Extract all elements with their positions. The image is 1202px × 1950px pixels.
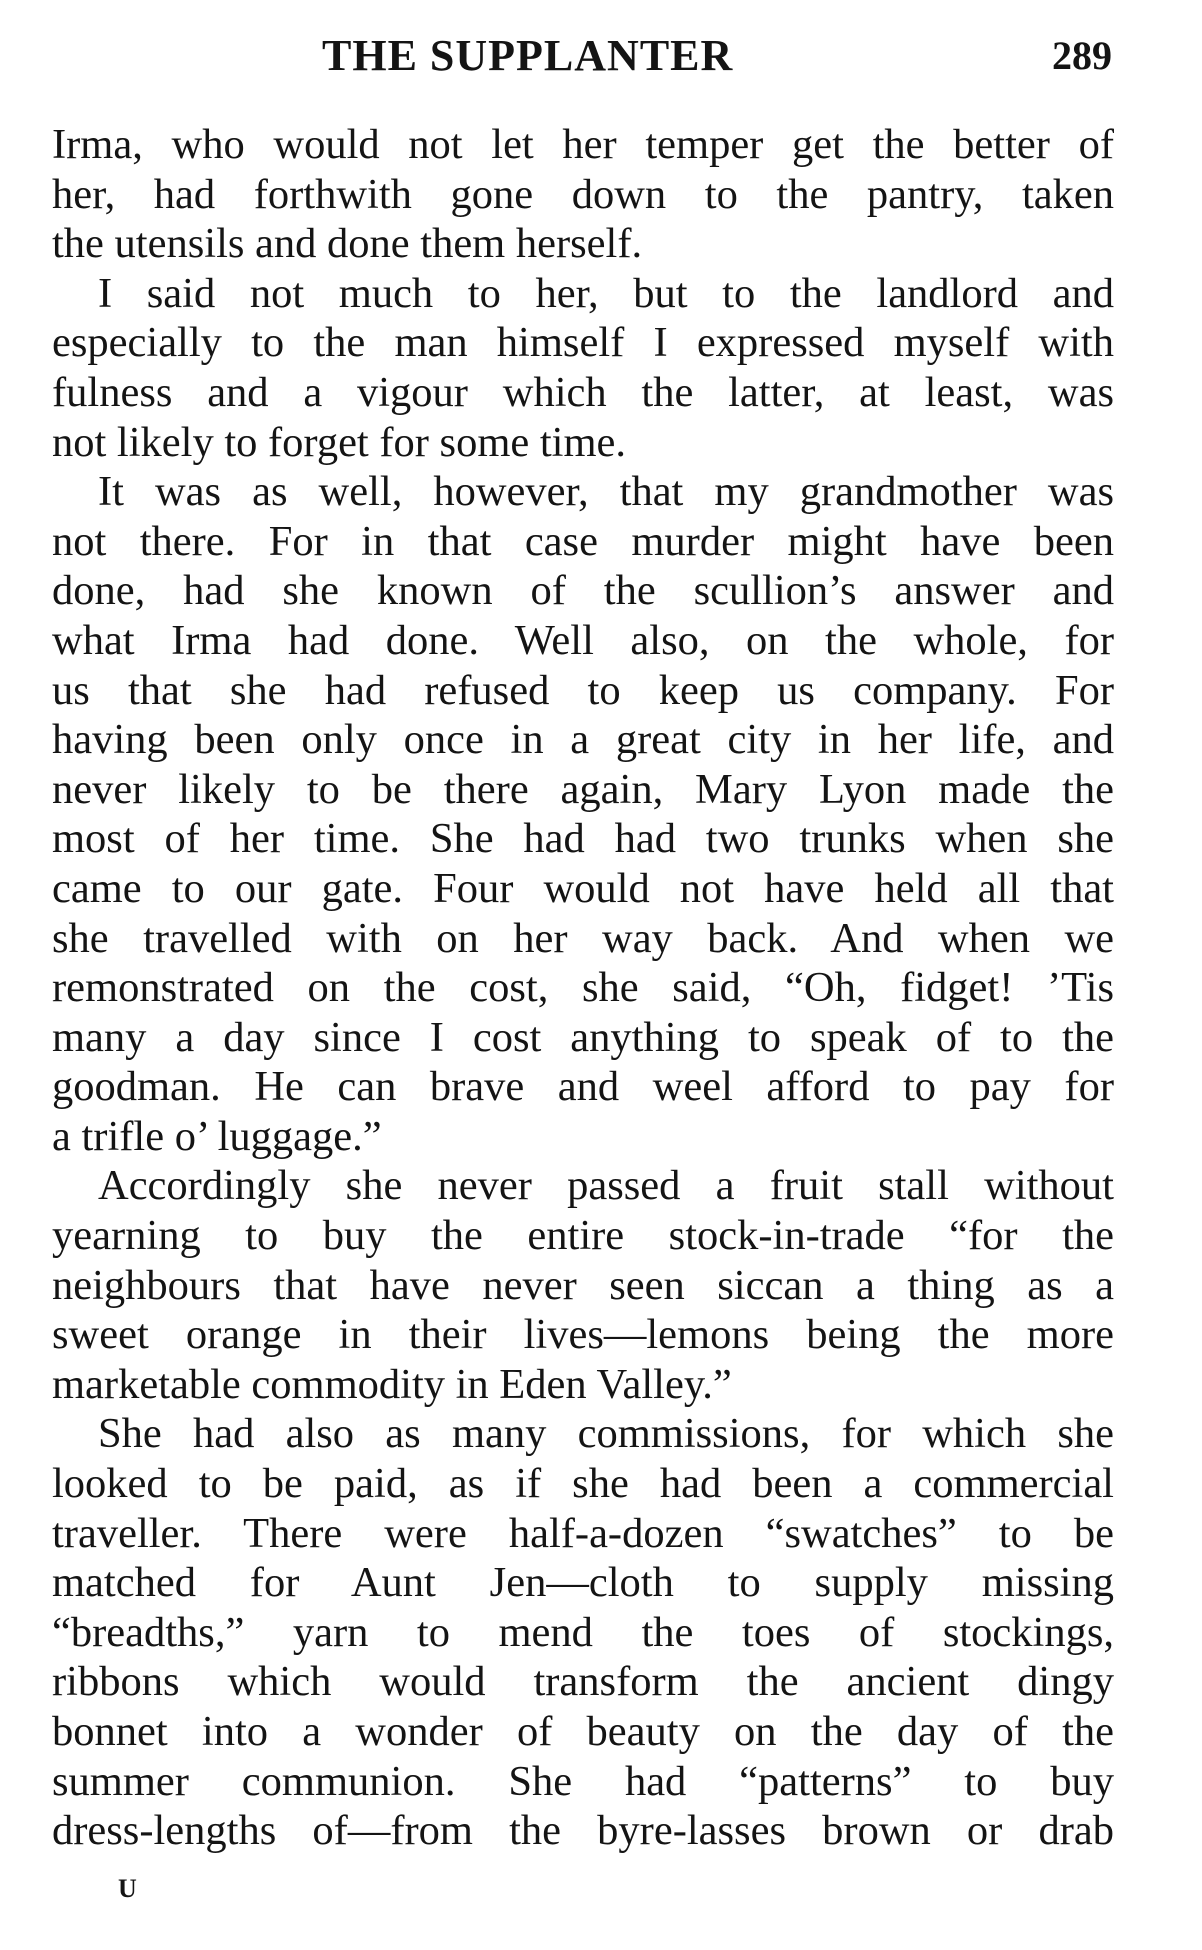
body-text [52, 120, 1114, 1856]
text-line: us that she had refused to keep us company. For [52, 666, 1114, 714]
text-line: She had also as many commissions, for which she [98, 1410, 1114, 1458]
text-line: looked to be paid, as if she had been a commercial [52, 1460, 1114, 1508]
text-line: done, had she known of the scullion’s answer and [52, 567, 1114, 615]
text-line: she travelled with on her way back. And when we [52, 914, 1114, 962]
text-line: not likely to forget for some time. [52, 418, 627, 466]
text-line: Irma, who would not let her temper get the better of [52, 121, 1114, 168]
text-line: neighbours that have never seen siccan a thing as a [52, 1261, 1114, 1309]
text-line: summer communion. She had “patterns” to buy [52, 1757, 1114, 1805]
text-line: goodman. He can brave and weel afford to pay for [52, 1063, 1114, 1111]
text-line: a trifle o’ luggage.” [52, 1112, 382, 1160]
text-line: Accordingly she never passed a fruit stall without [98, 1162, 1114, 1210]
text-line: especially to the man himself I expressed myself with [52, 319, 1114, 367]
text-line: ribbons which would transform the ancient dingy [52, 1658, 1114, 1706]
text-line: not there. For in that case murder might have been [52, 517, 1114, 565]
running-head [52, 28, 1112, 84]
text-line: her, had forthwith gone down to the pantry, taken [52, 170, 1114, 218]
text-line: came to our gate. Four would not have held all that [52, 864, 1114, 912]
text-line: yearning to buy the entire stock-in-trade “for the [52, 1212, 1114, 1260]
text-line: marketable commodity in Eden Valley.” [52, 1360, 732, 1408]
text-line: what Irma had done. Well also, on the whole, for [52, 616, 1114, 664]
text-line: remonstrated on the cost, she said, “Oh, fidget! ’Tis [52, 964, 1114, 1012]
signature-mark: U [118, 1874, 137, 1903]
text-line: many a day since I cost anything to speak of to the [52, 1013, 1114, 1061]
text-line: I said not much to her, but to the landlord and [98, 269, 1114, 317]
text-line: It was as well, however, that my grandmother was [98, 468, 1114, 516]
text-line: traveller. There were half-a-dozen “swatches” to be [52, 1509, 1114, 1557]
text-line: never likely to be there again, Mary Lyon made the [52, 765, 1114, 813]
text-line: bonnet into a wonder of beauty on the day of the [52, 1708, 1114, 1755]
text-line: “breadths,” yarn to mend the toes of stockings, [52, 1608, 1114, 1656]
text-line: sweet orange in their lives—lemons being the more [52, 1311, 1114, 1359]
page-number: 289 [1052, 33, 1112, 78]
running-title: THE SUPPLANTER [322, 31, 734, 80]
text-line: the utensils and done them herself. [52, 220, 643, 268]
text-line: dress-lengths of—from the byre-lasses brown or drab [52, 1807, 1114, 1855]
text-line: matched for Aunt Jen—cloth to supply missing [52, 1559, 1114, 1607]
text-line: having been only once in a great city in her life, and [52, 716, 1114, 764]
text-line: most of her time. She had had two trunks when she [52, 815, 1114, 863]
text-line: fulness and a vigour which the latter, at least, was [52, 368, 1114, 416]
